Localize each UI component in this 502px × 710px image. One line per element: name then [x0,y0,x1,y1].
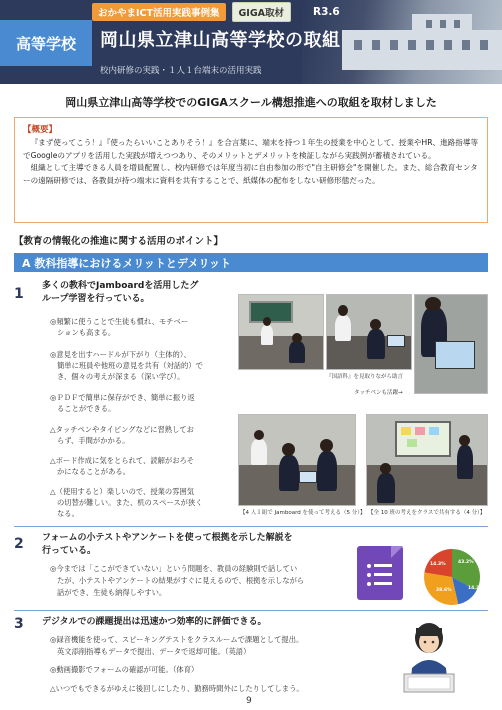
pie-label-4: 14.3% [430,562,446,567]
caption-jamboard-group: 【4 人１組で Jamboard を使って考える（5 分）】 [240,510,366,516]
item-1-bullet-1-l2: ションも高まる。 [57,328,116,337]
item-1-title-line-2: ループ学習を行っている。 [42,294,150,304]
item-1-bullet-5-l1: △ボード作成に気をとられて、読解がおろそ [50,456,195,465]
pie-label-2: 14.3% [468,586,484,591]
caption-class-share: 【全 10 班の考えをクラスで共有する（4 分）】 [368,510,486,516]
item-2-title-line-2: 行っている。 [42,546,97,556]
item-1-bullet-4-l1: △タッチペンやタイピングなどに習熟してお [50,425,194,434]
item-2-number: 2 [14,536,24,552]
classroom-photo-1 [238,294,324,370]
pie-label-3: 28.6% [436,588,452,593]
item-1-number: 1 [14,286,24,302]
item-1-bullet-2-l1: ◎意見を出すハードルが下がり（主体的）、 [50,350,191,359]
page-subtitle: 校内研修の実践・１人１台端末の活用実践 [100,66,262,76]
caption-touch-pen: タッチペンも活躍→ [354,390,403,396]
pie-svg [414,546,490,608]
item-1-bullet-3-l2: ることができる。 [57,404,116,413]
item-1-bullet-6-l2: の切替が難しい。また、机のスペースが狭く [57,498,203,507]
item-1-title-line-1: 多くの教科でJamboardを活用したグ [42,281,199,291]
divider-2 [14,610,488,611]
series-tag: おかやまICT活用実践事例集 [92,3,226,21]
item-3-number: 3 [14,616,24,632]
item-3-title: デジタルでの課題提出は迅速かつ効率的に評価できる。 [42,617,267,627]
group-work-photo [238,414,356,506]
summary-paragraph-1: 『まず使ってこう！』『使ったらいいことありそう！』を合言葉に、端末を持つ１年生の授業を中心として、授業やHR、進路指導等でGoogleのアプリを活用した実践が増えつつあり、そのメリットとデメリットを検証しながら実践例が蓄積されている。 [23,138,479,160]
giga-tag: GIGA取材 [232,2,291,22]
item-2-title-line-1: フォームの小テストやアンケートを使って根拠を示した解説を [42,533,293,543]
item-1-bullet-6-l1: △（使用すると）楽しいので、授業の雰囲気 [50,487,195,496]
section-a-bar: A 教科指導におけるメリットとデメリット [14,253,488,272]
survey-pie-chart [414,546,490,608]
google-forms-icon [357,546,403,600]
school-level-badge: 高等学校 [0,20,92,66]
tablet-closeup-photo [414,294,488,394]
item-1-bullet-4-l2: らず、手間がかかる。 [57,436,130,445]
item-1-bullet-3-l1: ◎ＰＤＦで簡単に保存ができ、簡単に振り返 [50,393,195,402]
classroom-photo-2 [326,294,412,370]
page-title: 岡山県立津山高等学校の取組 [100,30,341,51]
item-1-bullet-2-l3: き、個々の考えが深まる（深い学び）。 [57,372,185,381]
page-header [0,0,502,84]
caption-teacher-advice: 『国語科』を見取りながら助言 [326,374,404,380]
item-3-bullet-3: △いつでもできるがゆえに後回しにしたり、勤務時間外にしたりしてしまう。 [50,684,304,693]
item-1-bullet-1-l1: ◎頻繁に使うことで生徒も慣れ、モチベー [50,317,189,326]
item-1-bullet-2-l2: 簡単に班員や他班の意見を共有（対話的）で [57,361,203,370]
student-illustration [394,616,464,696]
item-3-bullet-1-l2: 英文添削指導もデータで提出、データで返却可能。（英語） [57,647,251,656]
item-2-bullet-1-l1: ◎今までは「ここができていない」という問題を、教員の経験則で話してい [50,564,298,573]
page-number: 9 [246,696,252,706]
headline: 岡山県立津山高等学校でのGIGAスクール構想推進への取組を取材しました [65,96,437,109]
item-2-bullet-1-l2: たが、小テストやアンケートの結果がすぐに見えるので、根拠を示しながら [57,576,305,585]
summary-box [14,117,488,223]
class-sharing-photo [366,414,488,506]
item-1-bullet-5-l2: かになることがある。 [57,467,130,476]
item-2-bullet-1-l3: 話ができ、生徒も納得しやすい。 [57,588,167,597]
item-3-bullet-2: ◎動画撮影でフォームの確認が可能。（体育） [50,665,199,674]
divider-1 [14,526,488,527]
item-1-bullet-6-l3: なる。 [57,509,79,518]
item-3-bullet-1-l1: ◎録音機能を使って、スピーキングテストをクラスルームで課題として提出。 [50,635,304,644]
points-heading: 【教育の情報化の推進に関する活用のポイント】 [14,236,224,247]
version-label: R3.6 [312,6,340,18]
summary-paragraph-2: 組織として主導できる人員を増員配置し、校内研修では年度当初に自由参加の形で"自主研修会"を開催した。また、総合教育センターの遠隔研修では、各教員が持つ端末に資料を共有することで、紙媒体の配布をしない研修形態だった。 [23,163,478,185]
pie-label-1: 43.2% [458,560,474,565]
header-tags [92,2,346,22]
summary-label: 【概要】 [23,125,58,135]
